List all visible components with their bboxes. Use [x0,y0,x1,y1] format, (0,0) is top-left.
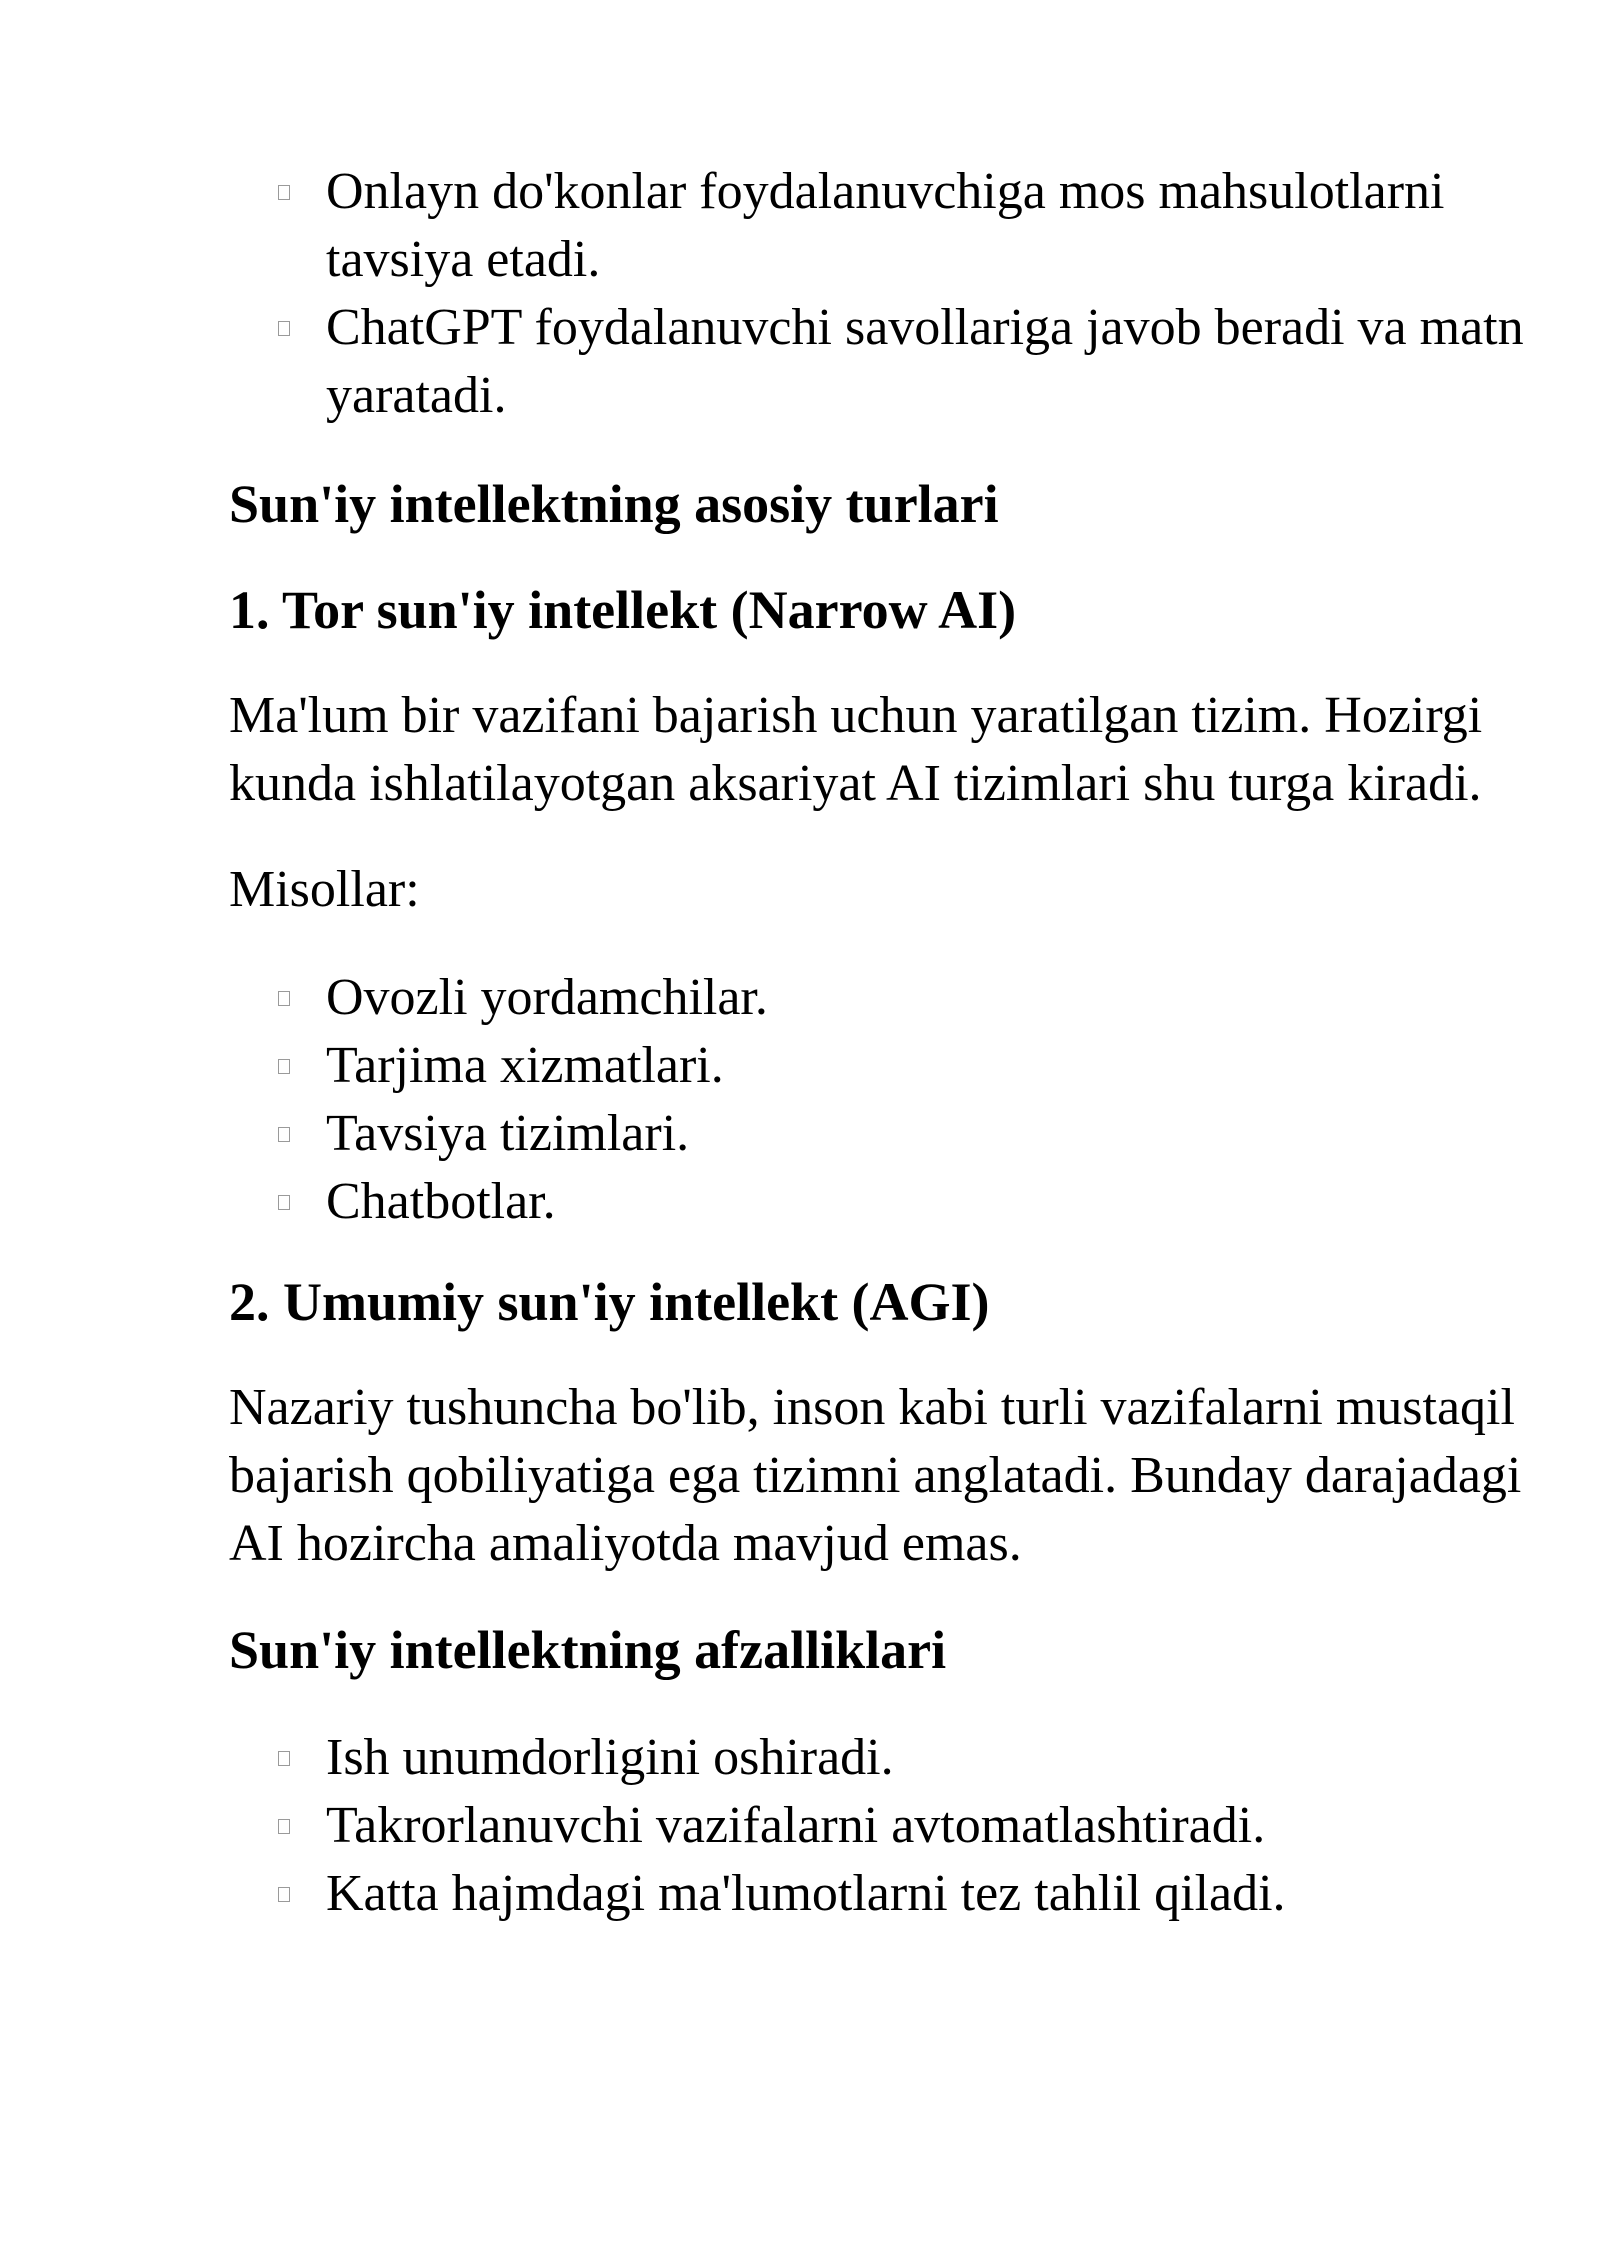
list-item-text: Ovozli yordamchilar. [326,969,768,1026]
list-item [326,294,1529,430]
bullet-square-icon [278,1819,290,1834]
list-item [326,1168,1529,1236]
examples-label: Misollar: [229,861,420,918]
subsection-heading-narrow-ai: 1. Tor sun'iy intellekt (Narrow AI) [229,580,1017,640]
list-item-text: Tarjima xizmatlari. [326,1037,724,1094]
list-item-text: Tavsiya tizimlari. [326,1105,690,1162]
list-item [326,1100,1529,1168]
list-item-text: Ish unumdorligini oshiradi. [326,1729,894,1786]
list-item [326,964,1529,1032]
document-page [229,158,1529,1928]
section-heading-advantages: Sun'iy intellektning afzalliklari [229,1620,947,1680]
section-heading-types: Sun'iy intellektning asosiy turlari [229,474,999,534]
bullet-square-icon [278,1127,290,1142]
bullet-square-icon [278,1751,290,1766]
bullet-square-icon [278,1059,290,1074]
list-item-text: Chatbotlar. [326,1173,556,1230]
narrow-ai-paragraph: Ma'lum bir vazifani bajarish uchun yaratilgan tizim. Hozirgi kunda ishlatilayotgan aksariyat AI tizimlari shu turga kiradi. [229,687,1483,812]
list-item [326,1792,1529,1860]
agi-paragraph: Nazariy tushuncha bo'lib, inson kabi turli vazifalarni mustaqil bajarish qobiliyatiga ega tizimni anglatadi. Bunday darajadagi AI hozircha amaliyotda mavjud emas. [229,1379,1522,1572]
subsection-heading-agi: 2. Umumiy sun'iy intellekt (AGI) [229,1272,990,1332]
advantages-bullet-list [229,1724,1529,1928]
bullet-square-icon [278,321,290,336]
list-item-text: ChatGPT foydalanuvchi savollariga javob beradi va matn yaratadi. [326,299,1524,424]
list-item [326,1724,1529,1792]
bullet-square-icon [278,1887,290,1902]
list-item [326,1032,1529,1100]
intro-bullet-list [229,158,1529,430]
bullet-square-icon [278,991,290,1006]
list-item [326,1860,1529,1928]
list-item-text: Takrorlanuvchi vazifalarni avtomatlashtiradi. [326,1797,1266,1854]
list-item [326,158,1529,294]
examples-bullet-list [229,964,1529,1236]
list-item-text: Katta hajmdagi ma'lumotlarni tez tahlil qiladi. [326,1865,1286,1922]
bullet-square-icon [278,1195,290,1210]
bullet-square-icon [278,185,290,200]
list-item-text: Onlayn do'konlar foydalanuvchiga mos mahsulotlarni tavsiya etadi. [326,163,1445,288]
